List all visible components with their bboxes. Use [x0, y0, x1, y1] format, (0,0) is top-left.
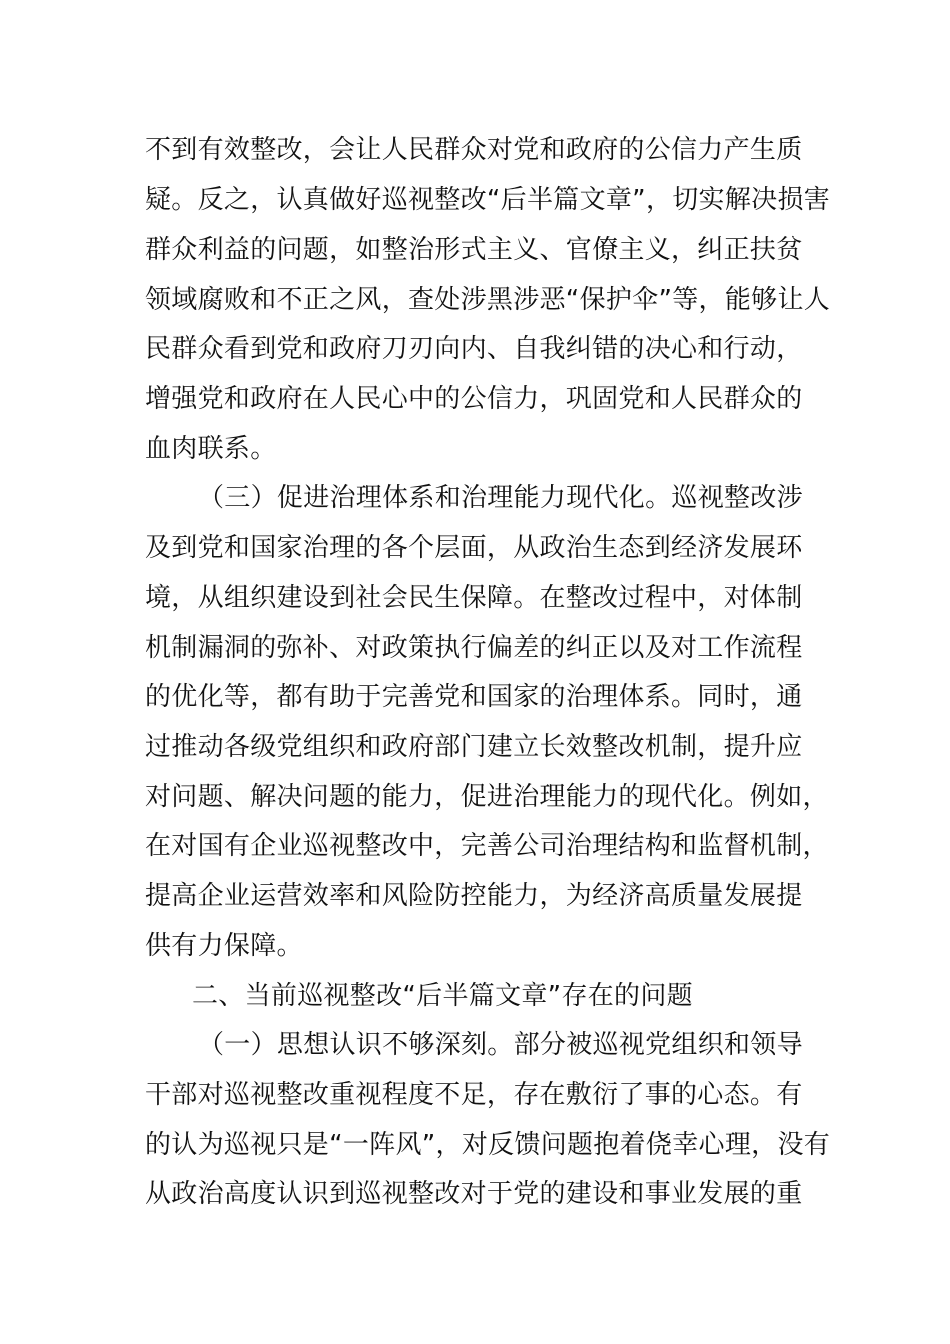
text-line: 不到有效整改，会让人民群众对党和政府的公信力产生质 [145, 135, 803, 165]
text-line: 血肉联系。 [145, 434, 277, 464]
text-line: 提高企业运营效率和风险防控能力，为经济高质量发展提 [145, 881, 803, 911]
text-line: 的优化等，都有助于完善党和国家的治理体系。同时，通 [145, 682, 803, 712]
text-line: 领域腐败和不正之风，查处涉黑涉恶“保护伞”等，能够让人 [145, 285, 831, 315]
text-line: 过推动各级党组织和政府部门建立长效整改机制，提升应 [145, 732, 803, 762]
text-line: 从政治高度认识到巡视整改对于党的建设和事业发展的重 [145, 1179, 803, 1209]
text-line: 的认为巡视只是“一阵风”，对反馈问题抱着侥幸心理，没有 [145, 1130, 831, 1160]
text-line: 群众利益的问题，如整治形式主义、官僚主义，纠正扶贫 [145, 235, 803, 265]
text-line: 在对国有企业巡视整改中，完善公司治理结构和监督机制， [145, 831, 829, 861]
text-line: 疑。反之，认真做好巡视整改“后半篇文章”，切实解决损害 [145, 185, 831, 215]
section-heading-three: （三）促进治理体系和治理能力现代化。巡视整改涉 [198, 483, 803, 513]
subsection-heading-one: （一）思想认识不够深刻。部分被巡视党组织和领导 [198, 1030, 803, 1060]
text-line: 机制漏洞的弥补、对政策执行偏差的纠正以及对工作流程 [145, 633, 803, 663]
text-line: 增强党和政府在人民心中的公信力，巩固党和人民群众的 [145, 384, 803, 414]
text-line: 供有力保障。 [145, 931, 303, 961]
section-heading-two: 二、当前巡视整改“后半篇文章”存在的问题 [192, 981, 693, 1011]
text-line: 境，从组织建设到社会民生保障。在整改过程中，对体制 [145, 583, 803, 613]
text-line: 对问题、解决问题的能力，促进治理能力的现代化。例如， [145, 782, 829, 812]
text-line: 及到党和国家治理的各个层面，从政治生态到经济发展环 [145, 533, 803, 563]
text-line: 民群众看到党和政府刀刃向内、自我纠错的决心和行动， [145, 334, 803, 364]
text-line: 干部对巡视整改重视程度不足，存在敷衍了事的心态。有 [145, 1080, 803, 1110]
